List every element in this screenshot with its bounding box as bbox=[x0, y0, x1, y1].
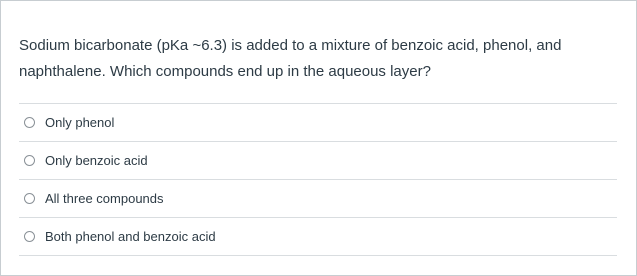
radio-button[interactable] bbox=[24, 231, 35, 242]
answer-option-only-benzoic-acid[interactable] bbox=[19, 142, 617, 180]
radio-button[interactable] bbox=[24, 117, 35, 128]
answer-option-all-three[interactable] bbox=[19, 180, 617, 218]
question-text: Sodium bicarbonate (pKa ~6.3) is added to a mixture of benzoic acid, phenol, and naphthalene. Which compounds end up in the aqueous layer? bbox=[19, 37, 562, 80]
radio-button[interactable] bbox=[24, 155, 35, 166]
answer-option-phenol-and-benzoic-acid[interactable] bbox=[19, 218, 617, 256]
answer-label: Both phenol and benzoic acid bbox=[45, 229, 216, 244]
answer-label: All three compounds bbox=[45, 191, 164, 206]
radio-button[interactable] bbox=[24, 193, 35, 204]
answer-label: Only benzoic acid bbox=[45, 153, 148, 168]
answer-list bbox=[19, 103, 617, 256]
answer-option-only-phenol[interactable] bbox=[19, 104, 617, 142]
answer-label: Only phenol bbox=[45, 115, 115, 130]
